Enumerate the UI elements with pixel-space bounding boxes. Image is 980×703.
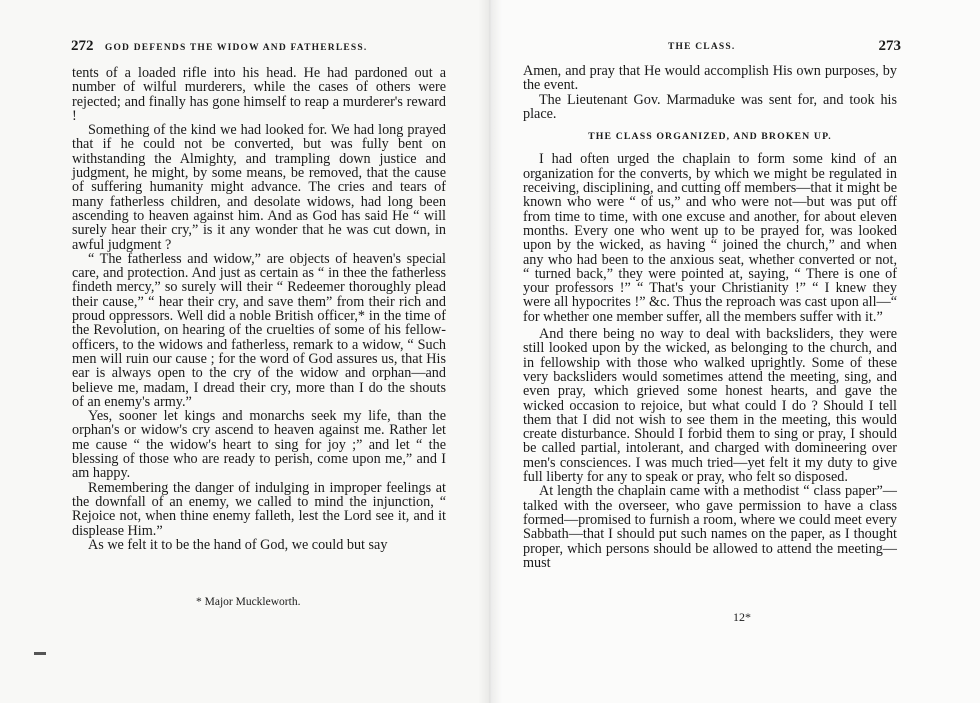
section-heading: THE CLASS ORGANIZED, AND BROKEN UP. [588, 131, 832, 143]
left-paragraph-4: Yes, sooner let kings and monarchs seek my life, than the orphan's or widow's cry ascend to heaven against me. Rather let me cause “ the widow's heart to sing for joy ;” and let “ the blessing of those who are ready to perish, come upon me,” and I am happy. [72, 408, 446, 482]
right-paragraph-3: I had often urged the chaplain to form some kind of an organization for the converts, by which we might be regulated in receiving, disciplining, and cutting off members—that it might be known who were “ of us,” and who were not—but was put off from time to time, with one excuse and another, for about eleven months. Every one who went up to be prayed for, was looked upon by the wicked, as having “ joined the church,” and when any who had been to the anxious seat, whether converted or not, “ turned back,” they were pointed at, saying, “ There is one of your professors !” “ That's your Christianity !” “ I knew they were all hypocrites !” &c. Thus the reproach was cast upon all—“ for whether one member suffer, all the members suffer with it.” [523, 151, 897, 325]
left-paragraph-1: tents of a loaded rifle into his head. He had pardoned out a number of wilful murderers, while the cases of others were rejected; and finally has gone himself to reap a murderer's reward ! [72, 65, 446, 124]
signature-mark: 12* [733, 610, 751, 624]
left-page-body [72, 66, 446, 552]
scan-edge-mark-left [34, 652, 46, 655]
left-paragraph-6: As we felt it to be the hand of God, we could but say [88, 536, 388, 553]
book-gutter [478, 0, 502, 703]
right-paragraph-4: And there being no way to deal with backsliders, they were still looked upon by the wicked, as belonging to the church, and in fellowship with those who walked uprightly. Some of these very backsliders would sometimes attend the meeting, sing, and even pray, which grieved some honest hearts, and gave the wicked occasion to rejoice, but what could I do ? Should I tell them that I did not wish to see them in the meeting, this would create disturbance. Should I forbid them to sing or pray, I should be called partial, intolerant, and charged with domineering over men's consciences. I was much tried—yet felt it my duty to give full liberty for any to speak or pray, who felt so disposed. [523, 326, 897, 486]
left-paragraph-5: Remembering the danger of indulging in improper feelings at the downfall of an enemy, we called to mind the injunction, “ Rejoice not, when thine enemy falleth, lest the Lord see it, and it displease Him.” [72, 479, 446, 539]
right-running-head: THE CLASS. [668, 42, 736, 52]
right-paragraph-1: Amen, and pray that He would accomplish His own purposes, by the event. [523, 63, 897, 94]
right-paragraph-2: The Lieutenant Gov. Marmaduke was sent for, and took his place. [523, 91, 897, 122]
left-paragraph-2: Something of the kind we had looked for. We had long prayed that if he could not be converted, but was fully bent on withstanding the Almighty, and trampling down justice and judgment, he might, by some means, be removed, that the cause of suffering humanity might advance. The cries and tears of many fatherless children, and desolate widows, had long been ascending to heaven against him. And as God has said He “ will surely hear their cry,” is it any wonder that he was cut down, in awful judgment ? [72, 122, 446, 253]
left-page-number: 272 [71, 38, 94, 54]
left-running-head: GOD DEFENDS THE WIDOW AND FATHERLESS. [104, 43, 368, 53]
right-paragraph-5: At length the chaplain came with a methodist “ class paper”—talked with the overseer, who gave permission to have a class formed—promised to furnish a room, where we could meet every Sabbath—that I should put such names on the paper, as I thought proper, which persons should be allowed to attend the meeting—must [523, 483, 897, 571]
footnote: * Major Muckleworth. [196, 596, 301, 608]
left-page-header [71, 38, 451, 55]
right-page-body [523, 64, 897, 570]
left-paragraph-3: “ The fatherless and widow,” are objects of heaven's special care, and protection. And just as certain as “ in thee the fatherless findeth mercy,” so surely will their “ Redeemer thoroughly plead their cause,” “ hear their cry, and save them” from their rich and proud oppressors. Well did a noble British officer,* in the time of the Revolution, on hearing of the cruelties of some of his fellow-officers, to the widows and fatherless, remark to a widow, “ Such men will ruin our cause ; for the word of God assures us, that His ear is always open to the cry of the widow and orphan—and believe me, madam, I dread their cry, more than I do the shouts of an enemy's army.” [72, 250, 446, 410]
right-page-number: 273 [878, 38, 901, 54]
